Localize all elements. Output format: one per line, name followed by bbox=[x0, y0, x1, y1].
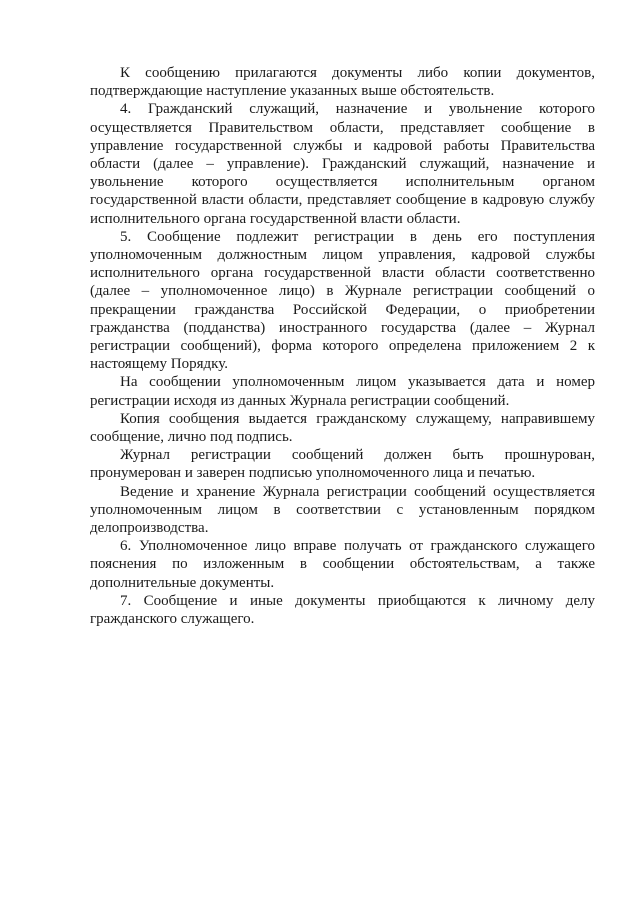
paragraph-journal-keeping: Ведение и хранение Журнала регистрации сообщений осуществляется уполномоченным лицом в соответствии с установленным порядком делопроизводства. bbox=[90, 483, 595, 537]
paragraph-item-7: 7. Сообщение и иные документы приобщаются к личному делу гражданского служащего. bbox=[90, 592, 595, 628]
document-body bbox=[90, 64, 595, 628]
paragraph-copy-issued: Копия сообщения выдается гражданскому служащему, направившему сообщение, лично под подпись. bbox=[90, 410, 595, 446]
paragraph-item-6: 6. Уполномоченное лицо вправе получать от гражданского служащего пояснения по изложенным в сообщении обстоятельствам, а также дополнительные документы. bbox=[90, 538, 595, 591]
paragraph-attachments: К сообщению прилагаются документы либо копии документов, подтверждающие наступление указанных выше обстоятельств. bbox=[90, 65, 595, 100]
paragraph-registration-date: На сообщении уполномоченным лицом указывается дата и номер регистрации исходя из данных Журнала регистрации сообщений. bbox=[90, 374, 595, 409]
paragraph-item-5: 5. Сообщение подлежит регистрации в день его поступления уполномоченным должностным лицом управления, кадровой службы исполнительного органа государственной власти области соответственно (далее – уполномоченное лицо) в Журнале регистрации сообщений о прекращении гражданства Российской Федерации, о приобретении гражданства (подданства) иностранного государства (далее – Журнал регистрации сообщений), форма которого определена приложением 2 к настоящему Порядку. bbox=[90, 228, 595, 373]
paragraph-journal-binding: Журнал регистрации сообщений должен быть прошнурован, пронумерован и заверен подписью уполномоченного лица и печатью. bbox=[90, 447, 595, 482]
paragraph-item-4: 4. Гражданский служащий, назначение и увольнение которого осуществляется Правительством области, представляет сообщение в управление государственной службы и кадровой работы Правительства области (далее – управление). Гражданский служащий, назначение и увольнение которого осуществляется исполнительным органом государственной власти области, представляет сообщение в кадровую службу исполнительного органа государственной власти области. bbox=[90, 101, 595, 227]
